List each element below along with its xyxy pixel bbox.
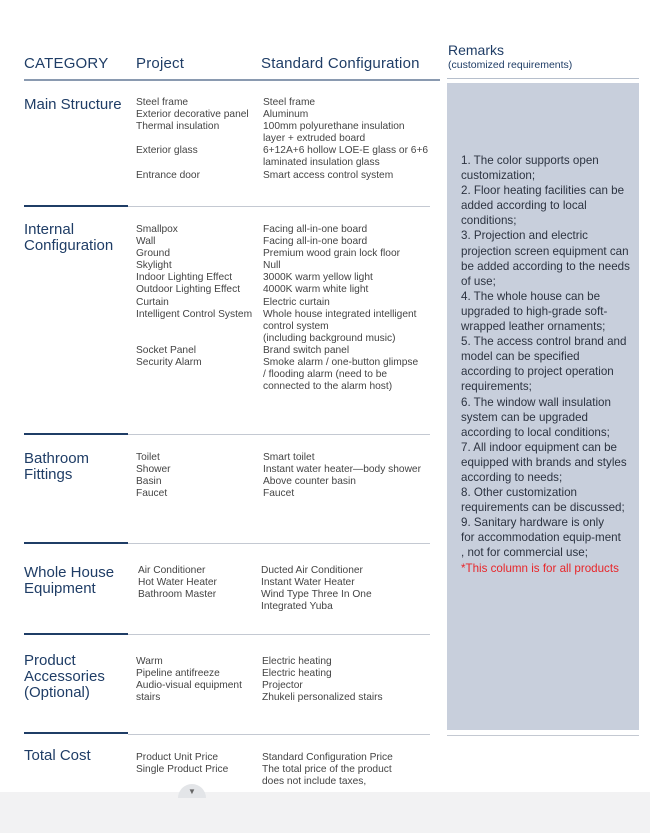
- cell-text: [136, 133, 249, 145]
- cell-text: (including background music): [263, 332, 396, 344]
- cell-text: does not include taxes,: [262, 776, 367, 788]
- section-bar-internal: [24, 205, 128, 207]
- cell-text: Product Unit Price: [136, 752, 219, 763]
- cell-text: Smart toilet: [263, 452, 315, 463]
- cell-text: Audio-visual equipment: [136, 680, 242, 692]
- cell-text: Premium wood grain lock floor: [263, 248, 401, 260]
- cell-text: Electric heating: [262, 668, 332, 680]
- cell-text: Wind Type Three In One: [261, 589, 372, 601]
- cell-text: Bathroom Master: [138, 589, 217, 601]
- section-divider-accessories: [128, 634, 430, 635]
- cell-text: Pipeline antifreeze: [136, 668, 220, 680]
- cell-text: Hot Water Heater: [138, 577, 217, 589]
- section-bar-bathroom: [24, 433, 128, 435]
- cell-text: Standard Configuration Price: [262, 752, 393, 763]
- cell-text: Null: [263, 260, 281, 272]
- header-project: Project: [136, 55, 185, 72]
- cell-text: Single Product Price: [136, 764, 229, 776]
- cell-text: Steel frame: [136, 97, 189, 108]
- cell-text: Steel frame: [263, 97, 316, 108]
- cell-text: connected to the alarm host): [263, 381, 393, 393]
- cell-text: Outdoor Lighting Effect: [136, 284, 241, 296]
- total-cost-standard-list: [262, 752, 393, 788]
- cell-text: Air Conditioner: [138, 565, 206, 576]
- section-title-main-structure: Main Structure: [24, 96, 122, 113]
- cell-text: layer + extruded board: [263, 133, 366, 145]
- cell-text: 3000K warm yellow light: [263, 272, 373, 284]
- cell-text: Security Alarm: [136, 357, 202, 369]
- section-bar-total-cost: [24, 732, 128, 734]
- remarks-note: *This column is for all products: [461, 561, 619, 575]
- cell-text: [136, 333, 252, 345]
- cell-text: Whole house integrated intelligent: [263, 308, 417, 320]
- remarks-list: 1. The color supports open customization; 2. Floor heating facilities can be added according to local conditions; 3. Projection and electric projection screen equipment can be added according to the needs of use; 4. The whole house can be upgraded to high-grade soft-wrapped leather ornaments; 5. The access control brand and model can be specified according to project operation requirements; 6. The window wall insulation system can be upgraded according to local conditions; 7. All indoor equipment can be equipped with brands and styles according to needs; 8. Other customization requirements can be discussed; 9. Sanitary hardware is only for accommodation equip-ment , not for commercial use;: [461, 154, 630, 560]
- cell-text: Exterior decorative panel: [136, 109, 249, 121]
- section-divider-bathroom: [128, 434, 430, 435]
- cell-text: Instant water heater—body shower: [263, 464, 421, 476]
- cell-text: Electric curtain: [263, 296, 330, 308]
- cell-text: Toilet: [136, 452, 160, 463]
- cell-text: Brand switch panel: [263, 344, 350, 356]
- remarks-text: [461, 153, 633, 576]
- section-title-bathroom-fittings: Bathroom Fittings: [24, 450, 90, 483]
- cell-text: [136, 157, 249, 169]
- section-divider-total-cost: [128, 734, 430, 735]
- cell-text: Basin: [136, 476, 162, 488]
- product-accessories-project-list: [136, 656, 242, 704]
- cell-text: Zhukeli personalized stairs: [262, 692, 383, 704]
- cell-text: Skylight: [136, 260, 172, 272]
- cell-text: Instant Water Heater: [261, 577, 355, 589]
- cell-text: Smallpox: [136, 224, 178, 235]
- cell-text: Exterior glass: [136, 145, 198, 157]
- cell-text: Ground: [136, 248, 170, 260]
- cell-text: [138, 601, 217, 613]
- cell-text: Facing all-in-one board: [263, 224, 368, 235]
- cell-text: 4000K warm white light: [263, 284, 369, 296]
- internal-configuration-standard-list: [263, 224, 418, 393]
- section-title-whole-house-equipment: Whole House Equipment: [24, 564, 115, 597]
- header-category: CATEGORY: [24, 55, 109, 72]
- cell-text: The total price of the product: [262, 764, 392, 776]
- section-title-total-cost: Total Cost: [24, 747, 91, 764]
- cell-text: Smoke alarm / one-button glimpse: [263, 357, 419, 369]
- cell-text: 100mm polyurethane insulation: [263, 121, 405, 133]
- section-bar-accessories: [24, 633, 128, 635]
- cell-text: [136, 369, 252, 381]
- cell-text: Intelligent Control System: [136, 308, 253, 320]
- whole-house-equipment-project-list: [138, 565, 217, 613]
- header-remarks-subtitle: (customized requirements): [448, 59, 573, 71]
- cell-text: 6+12A+6 hollow LOE-E glass or 6+6: [263, 145, 429, 157]
- cell-text: Socket Panel: [136, 344, 197, 356]
- cell-text: Curtain: [136, 296, 169, 308]
- cell-text: stairs: [136, 692, 161, 704]
- cell-text: [136, 381, 252, 393]
- cell-text: Electric heating: [262, 656, 332, 667]
- internal-configuration-project-list: [136, 224, 252, 393]
- remarks-header-divider: [447, 78, 639, 79]
- bathroom-fittings-standard-list: [263, 452, 421, 500]
- main-structure-project-list: [136, 97, 249, 182]
- bathroom-fittings-project-list: [136, 452, 171, 500]
- section-divider-internal: [128, 206, 430, 207]
- bottom-fade: [0, 792, 650, 833]
- cell-text: Integrated Yuba: [261, 601, 333, 613]
- cell-text: Warm: [136, 656, 163, 667]
- cell-text: Aluminum: [263, 109, 309, 121]
- section-title-product-accessories: Product Accessories (Optional): [24, 652, 105, 701]
- cell-text: control system: [263, 320, 329, 332]
- cell-text: Shower: [136, 464, 171, 476]
- header-remarks: Remarks: [448, 42, 505, 58]
- cell-text: / flooding alarm (need to be: [263, 369, 388, 381]
- section-bar-whole-house: [24, 542, 128, 544]
- chevron-down-icon: ▼: [188, 787, 196, 796]
- cell-text: laminated insulation glass: [263, 157, 380, 169]
- cell-text: Projector: [262, 680, 303, 692]
- header-standard-configuration: Standard Configuration: [261, 55, 420, 72]
- cell-text: Above counter basin: [263, 476, 356, 488]
- remarks-bottom-divider: [447, 735, 639, 736]
- total-cost-project-list: [136, 752, 228, 788]
- cell-text: Faucet: [263, 488, 295, 500]
- product-accessories-standard-list: [262, 656, 383, 704]
- cell-text: Faucet: [136, 488, 168, 500]
- cell-text: Wall: [136, 236, 156, 248]
- main-structure-standard-list: [263, 97, 428, 182]
- whole-house-equipment-standard-list: [261, 565, 372, 613]
- cell-text: Thermal insulation: [136, 121, 220, 133]
- cell-text: Smart access control system: [263, 169, 394, 181]
- cell-text: Ducted Air Conditioner: [261, 565, 363, 576]
- section-title-internal-configuration: Internal Configuration: [24, 221, 114, 254]
- section-divider-whole-house: [128, 543, 430, 544]
- cell-text: [136, 321, 252, 333]
- cell-text: Indoor Lighting Effect: [136, 272, 233, 284]
- cell-text: Entrance door: [136, 169, 200, 181]
- cell-text: Facing all-in-one board: [263, 236, 368, 248]
- header-divider: [24, 79, 440, 81]
